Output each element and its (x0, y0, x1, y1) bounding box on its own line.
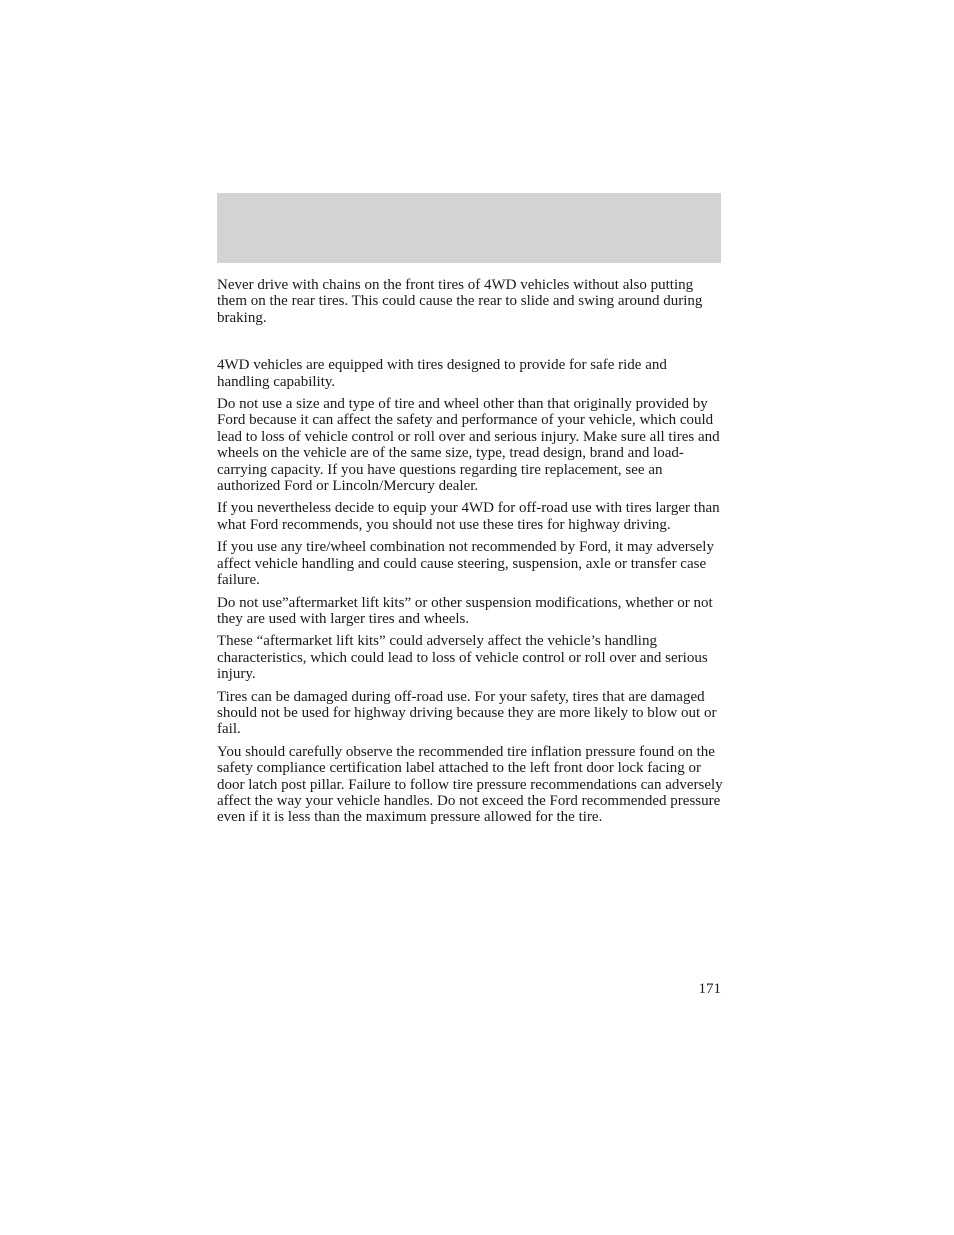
body-text (217, 277, 723, 832)
inflation-pressure-paragraph: You should carefully observe the recommended tire inflation pressure found on the safety compliance certification label attached to the left front door lock facing or door latch post pillar. Failure to follow tire pressure recommendations can adversely affect the way your vehicle handles. Do not exceed the Ford recommended pressure even if it is less than the maximum pressure allowed for the tire. (217, 743, 723, 826)
off-road-tires-paragraph: If you nevertheless decide to equip your 4WD for off-road use with tires larger than what Ford recommends, you should not use these tires for highway driving. (217, 500, 720, 533)
lift-kits-effects-paragraph: These “aftermarket lift kits” could adversely affect the vehicle’s handling characteristics, which could lead to loss of vehicle control or roll over and serious injury. (217, 633, 708, 683)
tire-size-warning-paragraph: Do not use a size and type of tire and wheel other than that originally provided by Ford because it can affect the safety and performance of your vehicle, which could lead to loss of vehicle control or roll over and serious injury. Make sure all tires and wheels on the vehicle are of the same size, type, tread design, brand and load-carrying capacity. If you have questions regarding tire replacement, see an authorized Ford or Lincoln/Mercury dealer. (217, 396, 720, 495)
tires-intro-paragraph: 4WD vehicles are equipped with tires designed to provide for safe ride and handling capability. (217, 357, 667, 390)
section-header-band (217, 193, 721, 263)
page-number: 171 (698, 981, 721, 997)
wheel-combination-paragraph: If you use any tire/wheel combination not recommended by Ford, it may adversely affect vehicle handling and could cause steering, suspension, axle or transfer case failure. (217, 539, 714, 589)
chains-warning-paragraph: Never drive with chains on the front tires of 4WD vehicles without also putting them on the rear tires. This could cause the rear to slide and swing around during braking. (217, 277, 703, 326)
lift-kits-paragraph: Do not use”aftermarket lift kits” or other suspension modifications, whether or not they are used with larger tires and wheels. (217, 594, 713, 627)
damaged-tires-paragraph: Tires can be damaged during off-road use. For your safety, tires that are damaged should not be used for highway driving because they are more likely to blow out or fail. (217, 688, 717, 738)
